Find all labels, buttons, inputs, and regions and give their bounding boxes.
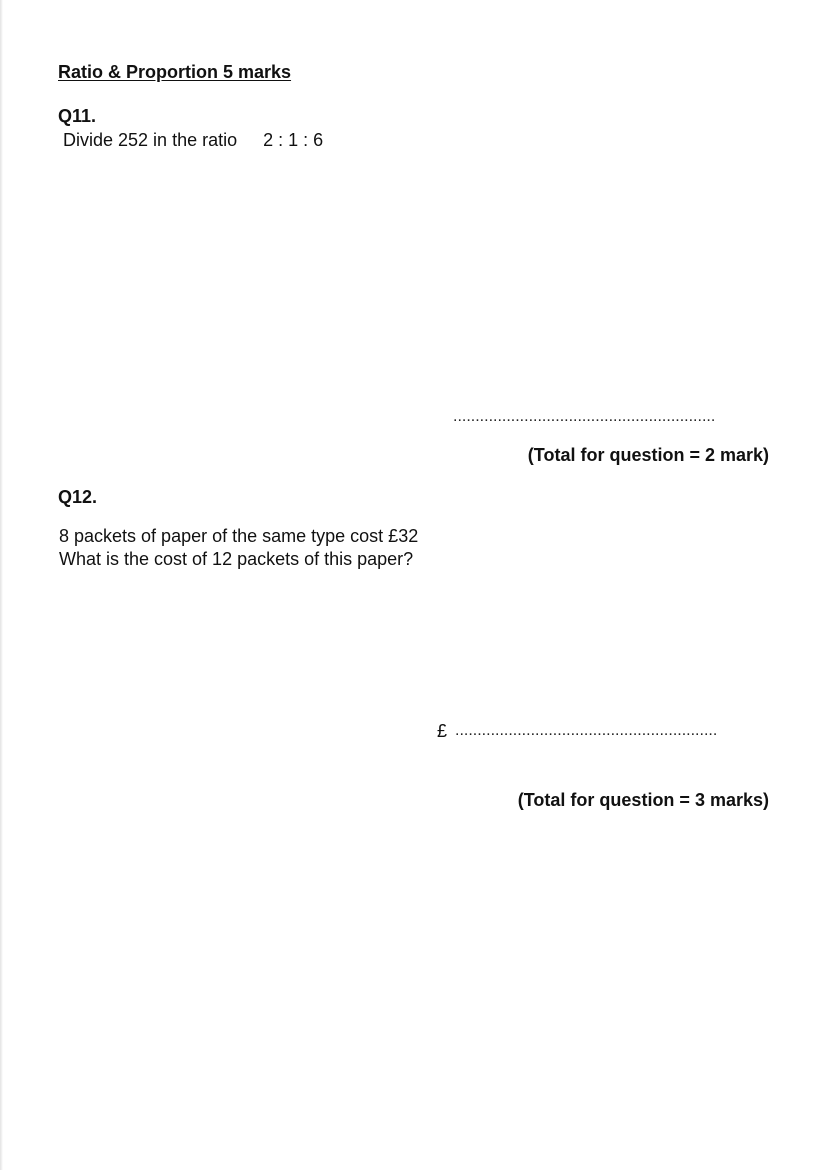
q12-answer-line[interactable]: ...........................................................: [455, 722, 718, 739]
q12-line-2: What is the cost of 12 packets of this paper?: [59, 549, 414, 569]
section-title: Ratio & Proportion 5 marks: [58, 62, 292, 82]
q11-question: [63, 129, 323, 152]
q11-answer-line[interactable]: ...........................................................: [453, 408, 716, 425]
q11-text: Divide 252 in the ratio: [63, 130, 238, 150]
q11-ratio: 2 : 1 : 6: [263, 130, 324, 150]
q11-total: (Total for question = 2 mark): [527, 445, 769, 465]
q11-label: Q11.: [58, 106, 97, 126]
q12-total: (Total for question = 3 marks): [517, 790, 769, 810]
q12-label: Q12.: [58, 487, 98, 507]
q12-currency-symbol: £: [437, 721, 448, 741]
q12-line-1: 8 packets of paper of the same type cost £32: [59, 526, 419, 546]
page-edge: [0, 0, 3, 1170]
